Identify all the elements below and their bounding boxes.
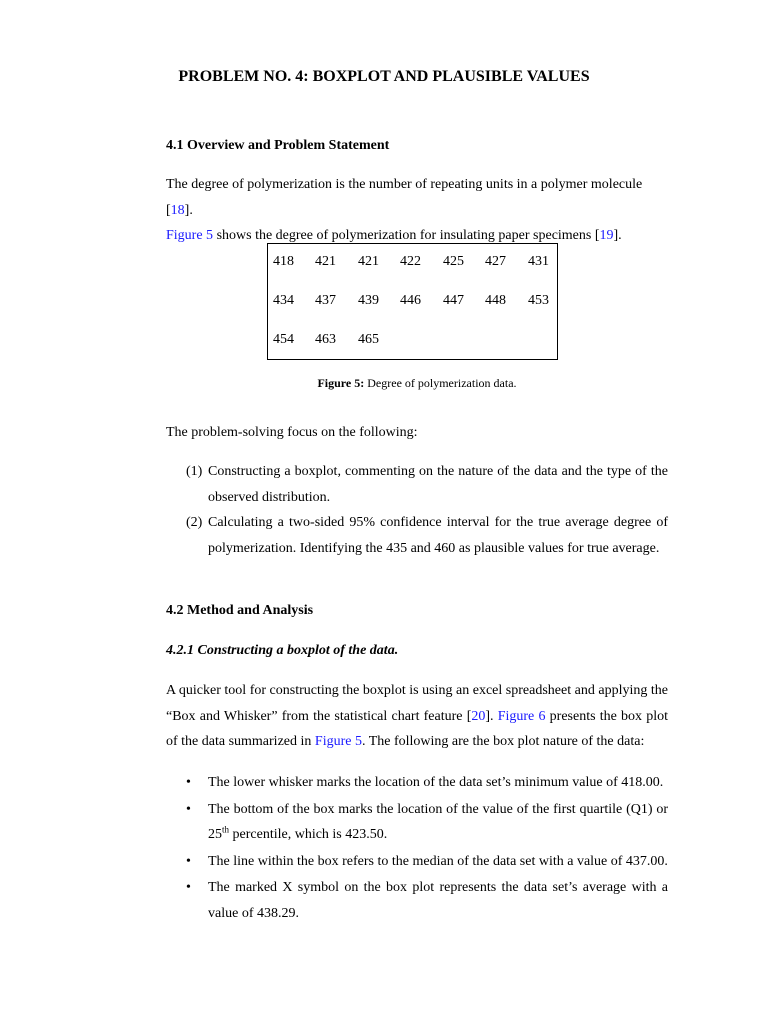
table-cell: 439: [358, 293, 379, 308]
bullet-icon: •: [186, 880, 191, 895]
bullet-text: [208, 797, 668, 848]
citation-link-19[interactable]: 19: [599, 228, 614, 243]
bullet-icon: •: [186, 853, 191, 869]
caption-label: Figure 5:: [317, 376, 365, 390]
overview-text-2: ].: [184, 202, 193, 218]
table-cell: 425: [443, 254, 464, 269]
bullet-text: The lower whisker marks the location of the data set’s minimum value of 418.00.: [208, 775, 664, 790]
bullet-text: The marked X symbol on the box plot represents the data set’s average with a value of 438.29.: [208, 880, 668, 921]
list-item: [186, 875, 668, 926]
focus-intro: The problem-solving focus on the following:: [166, 425, 418, 440]
boxplot-bullet-list: [186, 770, 668, 927]
figure-5-link[interactable]: Figure 5: [166, 228, 214, 243]
method-text-1: A quicker tool for constructing the boxplot is using an excel spreadsheet and applying the “Box and Whisker” from the statistical chart feature [: [166, 683, 668, 724]
focus-list: [186, 459, 668, 561]
method-text-4: . The following are the box plot nature of the data:: [361, 734, 645, 749]
list-text: Constructing a boxplot, commenting on the nature of the data and the type of the observed distribution.: [208, 464, 668, 505]
table-cell: 446: [400, 293, 421, 308]
method-paragraph: [166, 678, 668, 755]
bullet-text: The line within the box refers to the median of the data set with a value of 437.00.: [208, 853, 668, 869]
table-cell: 463: [315, 332, 336, 347]
list-text: Calculating a two-sided 95% confidence interval for the true average degree of polymerization. Identifying the 435 and 460 as plausible values for true average.: [208, 515, 668, 556]
citation-link-20[interactable]: 20: [471, 708, 486, 724]
list-item: [186, 459, 668, 510]
figure-5-link-2[interactable]: Figure 5: [314, 734, 362, 749]
list-item: [186, 510, 668, 561]
figure-5-caption: [0, 376, 768, 391]
overview-paragraph: [166, 172, 668, 249]
table-cell: 453: [528, 293, 549, 308]
bullet-icon: •: [186, 775, 191, 790]
method-text-3: presents the box plot of the data summarized in: [166, 708, 668, 749]
subsection-heading-4-2-1: 4.2.1 Constructing a boxplot of the data.: [166, 643, 399, 658]
table-cell: 422: [400, 254, 421, 269]
table-cell: 448: [485, 293, 506, 308]
bullet-text-part: percentile, which is 423.50.: [229, 827, 388, 842]
caption-text: Degree of polymerization data.: [364, 376, 517, 390]
list-item: [186, 770, 668, 796]
list-item: [186, 797, 668, 848]
table-cell: 454: [273, 332, 294, 347]
figure-6-link[interactable]: Figure 6: [497, 708, 546, 724]
page-title: PROBLEM NO. 4: BOXPLOT AND PLAUSIBLE VALUES: [178, 68, 590, 85]
list-item: [186, 849, 668, 875]
table-cell: 465: [358, 332, 379, 347]
table-cell: 437: [315, 293, 336, 308]
section-heading-4-2: 4.2 Method and Analysis: [166, 603, 314, 618]
table-cell: 431: [528, 254, 549, 269]
table-row: [268, 254, 557, 274]
bullet-icon: •: [186, 801, 191, 817]
method-text-2: ].: [485, 708, 498, 724]
table-cell: 421: [315, 254, 336, 269]
table-row: [268, 332, 557, 352]
table-cell: 427: [485, 254, 506, 269]
table-cell: 447: [443, 293, 464, 308]
table-cell: 434: [273, 293, 294, 308]
citation-link-18[interactable]: 18: [170, 202, 185, 218]
table-cell: 418: [273, 254, 294, 269]
superscript: th: [222, 824, 230, 835]
table-row: [268, 293, 557, 313]
list-number: (1): [186, 464, 203, 479]
bullet-text-part: The bottom of the box marks the location of the value of the first quartile (Q1) or 25: [208, 801, 668, 842]
overview-text-1: The degree of polymerization is the number of repeating units in a polymer molecule [: [166, 177, 643, 218]
polymerization-data-table: [267, 243, 558, 360]
section-heading-4-1: 4.1 Overview and Problem Statement: [166, 138, 390, 153]
overview-text-3: shows the degree of polymerization for insulating paper specimens [: [213, 228, 600, 243]
table-cell: 421: [358, 254, 379, 269]
overview-text-4: ].: [613, 228, 622, 243]
list-number: (2): [186, 515, 203, 530]
